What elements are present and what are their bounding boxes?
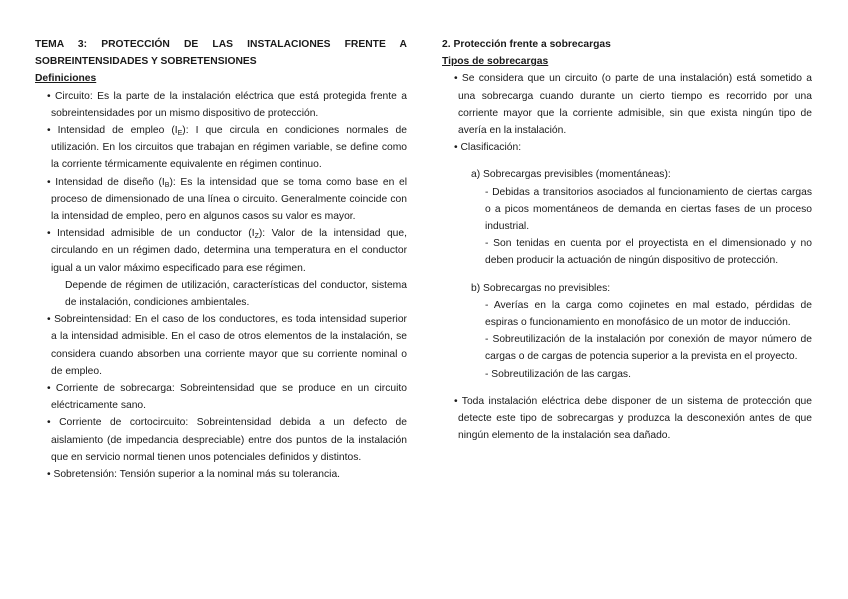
- empleo-pre: • Intensidad de empleo (I: [47, 125, 178, 137]
- def-depende: Depende de régimen de utilización, características del conductor, sistema de instalación, condiciones ambientales.: [65, 279, 407, 309]
- def-intensidad-admisible: [35, 225, 407, 277]
- section-title: 2. Protección frente a sobrecargas: [442, 39, 611, 50]
- spacer: [442, 156, 812, 166]
- no-previsibles-item: - Sobreutilización de la instalación por conexión de mayor número de cargas o de cargas de potencia superior a la prevista en el proyecto.: [485, 334, 812, 363]
- def-corriente-sobrecarga: • Corriente de sobrecarga: Sobreintensidad que se produce en un circuito eléctricamente sano.: [47, 383, 407, 412]
- empleo-post: ): I que circula en condiciones normales de utilización. En los circuitos que trabajan en régimen variable, se define como la corriente térmicamente equivalente en régimen continuo.: [51, 125, 407, 171]
- def-corriente-cortocircuito: • Corriente de cortocircuito: Sobreintensidad debida a un defecto de aislamiento (de impedancia despreciable) entre dos puntos de la instalación que en servicio normal tienen unos potenciales definidos y distintos.: [47, 417, 407, 463]
- diseno-subscript: B: [164, 181, 170, 189]
- no-previsibles-title: b) Sobrecargas no previsibles:: [471, 282, 611, 294]
- diseno-post: ): Es la intensidad que se toma como base en el proceso de dimensionado de una línea o circuito. Generalmente coincide con la intensidad de empleo, pero en algunos casos su valor es mayor.: [51, 176, 407, 223]
- def-circuito: • Circuito: Es la parte de la instalación eléctrica que está protegida frente a sobreintensidades por un mismo dispositivo de protección.: [47, 90, 407, 119]
- no-previsibles-item: - Sobreutilización de las cargas.: [485, 368, 631, 380]
- admisible-post: ): Valor de la intensidad que, circulando en un régimen dado, determina una temperatura en el conductor igual a un valor máximo especificado para ese régimen.: [51, 228, 407, 274]
- clasificacion-label: • Clasificación:: [454, 142, 522, 154]
- def-sobreintensidad: • Sobreintensidad: En el caso de los conductores, es toda intensidad superior a la intensidad admisible. En el caso de otros elementos de la instalación, se considera cuando absorben una corriente mayor que su corriente nominal o de empleo.: [47, 314, 407, 377]
- sobrecarga-intro: • Se considera que un circuito (o parte de una instalación) está sometido a una sobrecarga cuando durante un cierto tiempo es recorrido por una corriente mayor que la corriente admisible, sin que exista ningún tipo de avería en la instalación.: [454, 73, 812, 137]
- previsibles-item: - Debidas a transitorios asociados al funcionamiento de ciertas cargas o a picos momentáneos de demanda en ciertas fases de un proceso industrial.: [485, 186, 812, 233]
- no-previsibles-item: - Averías en la carga como cojinetes en mal estado, pérdidas de espiras o funcionamiento en monofásico de un motor de inducción.: [485, 299, 812, 329]
- left-column: [35, 36, 407, 483]
- def-sobretension: • Sobretensión: Tensión superior a la nominal más su tolerancia.: [47, 469, 341, 481]
- diseno-pre: • Intensidad de diseño (I: [47, 176, 165, 188]
- types-heading: Tipos de sobrecargas: [442, 56, 549, 68]
- previsibles-item: - Son tenidas en cuenta por el proyectista en el dimensionado y no deben producir la actuación de ningún dispositivo de protección.: [485, 238, 812, 267]
- conclusion: • Toda instalación eléctrica debe disponer de un sistema de protección que detecte este tipo de sobrecargas y produzca la desconexión antes de que ningún elemento de la instalación sea dañado.: [454, 395, 812, 442]
- admisible-pre: • Intensidad admisible de un conductor (I: [47, 228, 255, 240]
- previsibles-title: a) Sobrecargas previsibles (momentáneas):: [471, 169, 671, 181]
- right-column: [442, 36, 812, 444]
- def-intensidad-diseno: [35, 174, 407, 226]
- spacer: [442, 383, 812, 393]
- def-intensidad-empleo: [35, 122, 407, 174]
- spacer: [442, 270, 812, 280]
- definitions-heading: Definiciones: [35, 73, 97, 85]
- document-title: TEMA 3: PROTECCIÓN DE LAS INSTALACIONES FRENTE A SOBREINTENSIDADES Y SOBRETENSIONES: [35, 39, 407, 68]
- admisible-subscript: Z: [254, 233, 259, 241]
- empleo-subscript: E: [177, 130, 183, 138]
